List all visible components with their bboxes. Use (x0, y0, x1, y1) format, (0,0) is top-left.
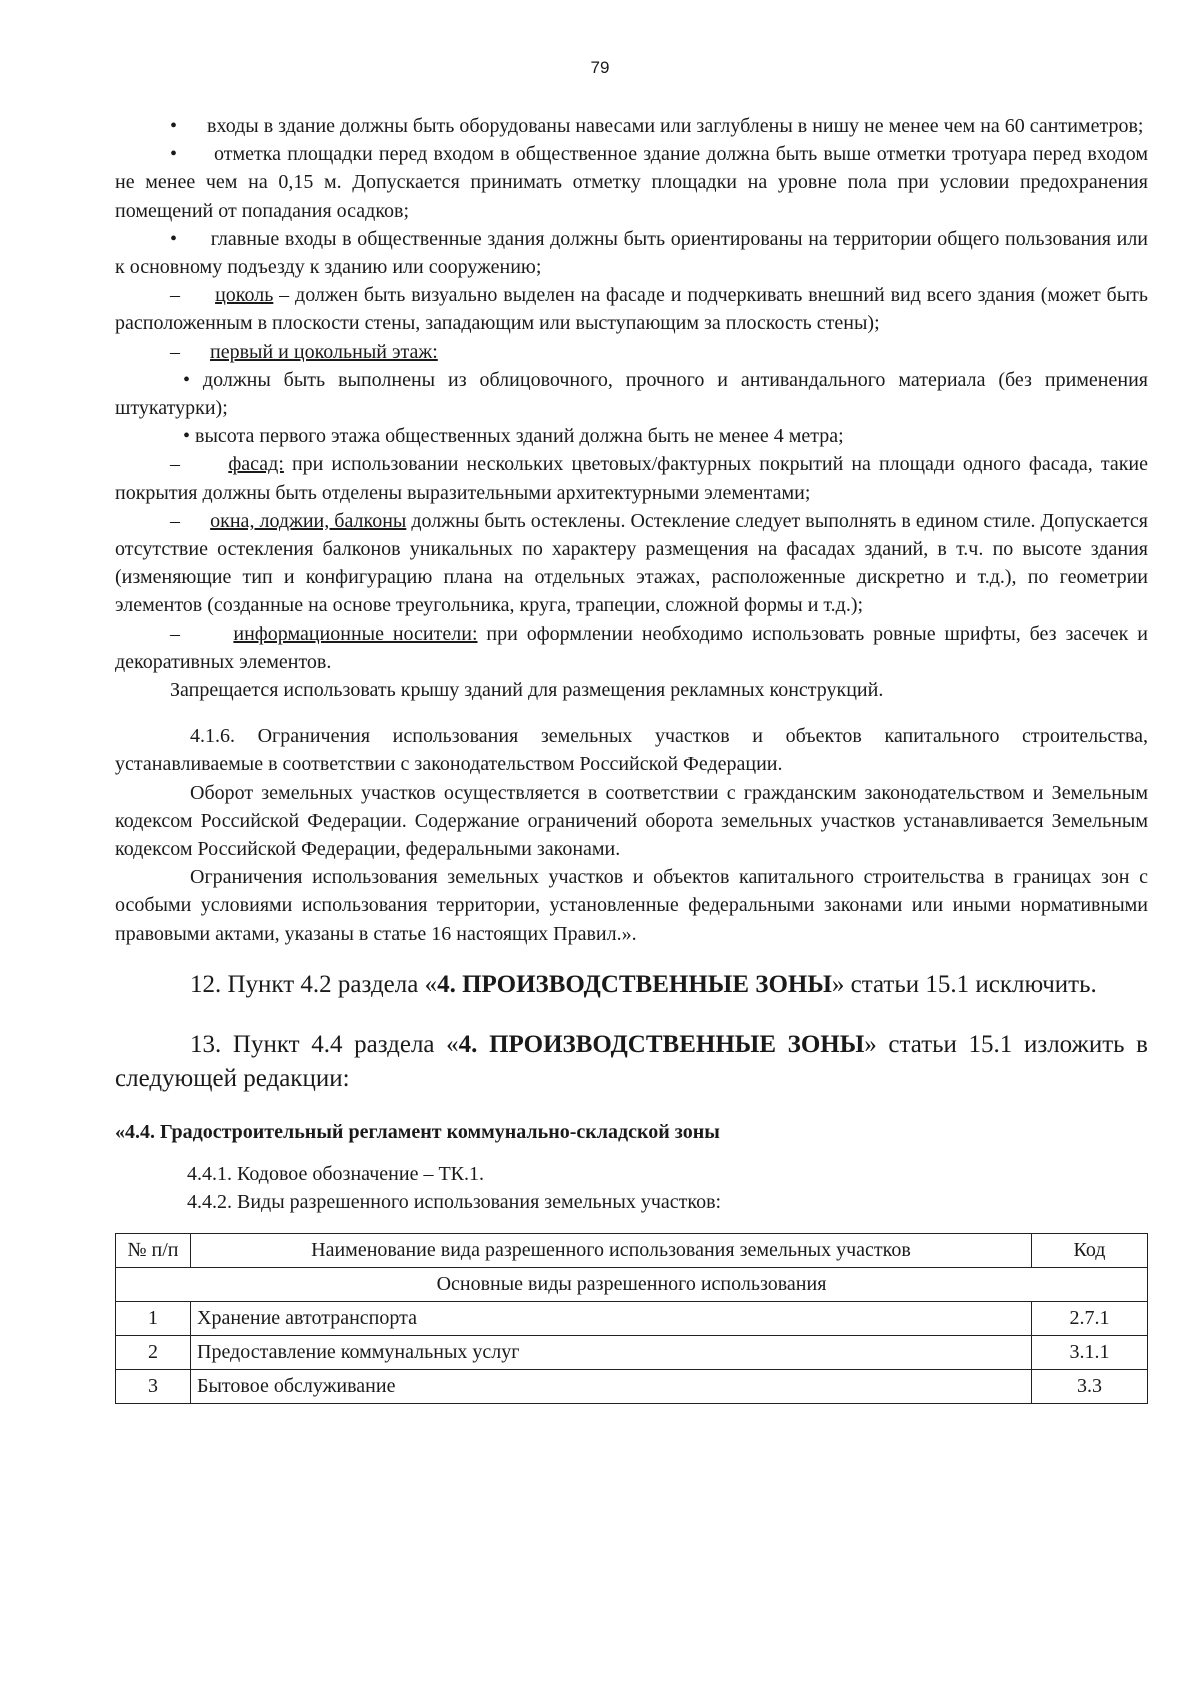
dash-item (115, 338, 1148, 366)
column-header: № п/п (116, 1233, 191, 1267)
dash-item: – фасад: при использовании нескольких цветовых/фактурных покрытий на площади одного фасада, такие покрытия должны быть отделены выразительными архитектурными элементами; (115, 453, 1149, 504)
bullet-icon: • (183, 425, 196, 448)
bullet-item: • отметка площадки перед входом в общественное здание должна быть выше отметки тротуара перед входом не менее чем на 0,15 м. Допускается принимать отметку площадки на уровне пола при условии предохранения помещений от попадания осадков; (115, 143, 1148, 222)
cell-name: Предоставление коммунальных услуг (191, 1335, 1032, 1369)
column-header: Код (1032, 1233, 1148, 1267)
dash-item: – информационные носители: при оформлении необходимо использовать ровные шрифты, без засечек и декоративных элементов. (115, 622, 1148, 673)
dash-item: – цоколь – должен быть визуально выделен на фасаде и подчеркивать внешний вид всего здания (может быть расположенным в плоскости стены, западающим или выступающим за плоскость стены); (115, 284, 1148, 335)
subsection-4-4-2: 4.4.2. Виды разрешенного использования земельных участков: (187, 1191, 722, 1214)
cell-num: 3 (116, 1369, 191, 1403)
group-label: Основные виды разрешенного использования (116, 1267, 1148, 1301)
paragraph: Ограничения использования земельных участков и объектов капитального строительства в границах зон с особыми условиями использования территории, установленные федеральными законами или иными нормативными правовыми актами, указаны в статье 16 настоящих Правил.». (115, 866, 1148, 945)
section-heading: «4.4. Градостроительный регламент коммунально-складской зоны (115, 1120, 720, 1143)
table-row (116, 1369, 1148, 1403)
cell-code: 3.3 (1032, 1369, 1148, 1403)
term: первый и цокольный этаж: (210, 340, 438, 363)
page-number: 79 (590, 58, 610, 77)
cell-num: 2 (116, 1335, 191, 1369)
term: фасад: (228, 453, 284, 476)
dash-item: – окна, лоджии, балконы должны быть остеклены. Остекление следует выполнять в едином стиле. Допускается отсутствие остекления балконов уникальных по характеру размещения на фасадах зданий, в т.ч. по высоте здания (изменяющие тип и конфигурацию плана на отдельных этажах, расположенные дискретно и т.д.), по геометрии элементов (созданные на основе треугольника, круга, трапеции, сложной формы и т.д.); (115, 509, 1149, 617)
subsection-4-4-1: 4.4.1. Кодовое обозначение – ТК.1. (187, 1163, 485, 1186)
cell-num: 1 (116, 1301, 191, 1335)
item-12: 12. Пункт 4.2 раздела «4. ПРОИЗВОДСТВЕННЫЕ ЗОНЫ» статьи 15.1 исключить. (190, 970, 1097, 998)
paragraph-4-1-6: 4.1.6. Ограничения использования земельных участков и объектов капитального строительства, устанавливаемые в соответствии с законодательством Российской Федерации. (115, 725, 1148, 776)
item-13: 13. Пункт 4.4 раздела «4. ПРОИЗВОДСТВЕННЫЕ ЗОНЫ» статьи 15.1 изложить в следующей редакции: (115, 1030, 1148, 1092)
dash-icon: – (170, 622, 234, 645)
term: цоколь (215, 284, 274, 307)
term: окна, лоджии, балконы (210, 509, 407, 532)
table-row (116, 1335, 1148, 1369)
dash-icon: – (170, 509, 211, 532)
table-row (116, 1301, 1148, 1335)
bullet-item: • главные входы в общественные здания должны быть ориентированы на территории общего пользования или к основному подъезду к зданию или сооружению; (115, 227, 1148, 279)
bullet-item: • должны быть выполнены из облицовочного, прочного и антивандального материала (без применения штукатурки); (115, 368, 1148, 420)
bullet-item: • высота первого этажа общественных зданий должна быть не менее 4 метра; (183, 425, 844, 448)
column-header: Наименование вида разрешенного использования земельных участков (191, 1233, 1032, 1267)
bullet-icon: • (170, 227, 211, 250)
bullet-item: • входы в здание должны быть оборудованы навесами или заглублены в нишу не менее чем на 60 сантиметров; (170, 115, 1144, 137)
bullet-icon: • (183, 368, 203, 391)
document-body (115, 112, 1148, 1404)
table-group-row (116, 1267, 1148, 1301)
land-use-table (115, 1233, 1148, 1404)
dash-icon: – (170, 453, 229, 476)
cell-name: Хранение автотранспорта (191, 1301, 1032, 1335)
paragraph: Запрещается использовать крышу зданий для размещения рекламных конструкций. (170, 679, 884, 702)
dash-icon: – (170, 284, 216, 307)
paragraph: Оборот земельных участков осуществляется в соответствии с гражданским законодательством и Земельным кодексом Российской Федерации. Содержание ограничений оборота земельных участков устанавливается Земельным кодексом Российской Федерации, федеральными законами. (115, 781, 1148, 861)
bullet-icon: • (170, 115, 208, 137)
dash-icon: – (170, 340, 210, 363)
term: информационные носители: (233, 622, 478, 645)
table-header-row (116, 1233, 1148, 1267)
bullet-icon: • (170, 143, 214, 166)
cell-name: Бытовое обслуживание (191, 1369, 1032, 1403)
cell-code: 3.1.1 (1032, 1335, 1148, 1369)
cell-code: 2.7.1 (1032, 1301, 1148, 1335)
